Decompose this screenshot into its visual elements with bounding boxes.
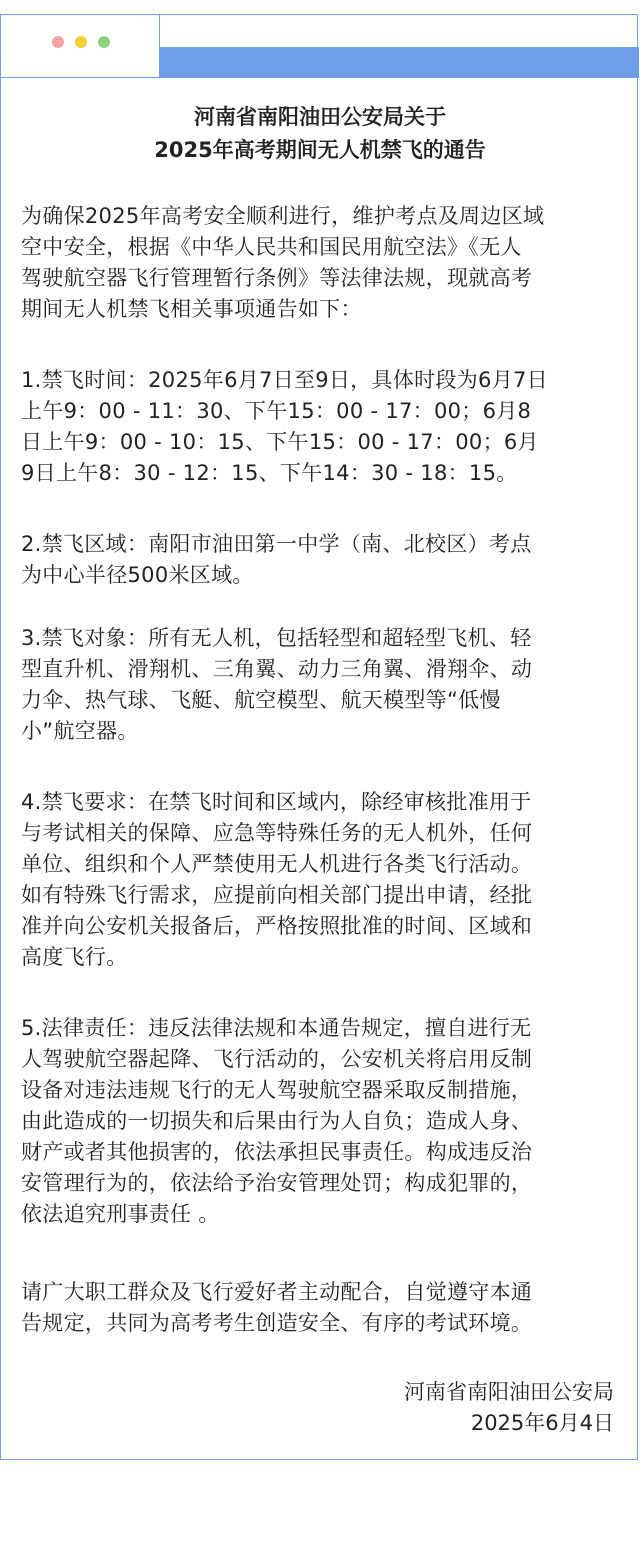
item-ban-area: 2.禁飞区域：南阳市油田第一中学（南、北校区）考点 为中心半径500米区域。 (21, 532, 532, 587)
notice-date: 2025年6月4日 (470, 1411, 614, 1435)
header-bar (160, 47, 639, 78)
item-ban-objects: 3.禁飞对象：所有无人机，包括轻型和超轻型飞机、轻 型直升机、滑翔机、三角翼、动力三角翼、滑翔伞、动 力伞、热气球、飞艇、航空模型、航天模型等“低慢 小”航空器。 (21, 626, 533, 743)
notice-title (0, 101, 640, 167)
yellow-dot-icon (75, 36, 87, 48)
item-legal-liability: 5.法律责任：违反法律法规和本通告规定，擅自进行无 人驾驶航空器起降、飞行活动的，公安机关将启用反制 设备对违法违规飞行的无人驾驶航空器采取反制措施， 由此造成的一切损失和后果由行为人自负；造成人身、 财产或者其他损害的，依法承担民事责任。构成违反治 安管理行为的，依法给予治安管理处罚；构成犯罪的， 依法追究刑事责任 。 (21, 1016, 533, 1226)
tab-divider (0, 77, 160, 78)
red-dot-icon (52, 36, 64, 48)
notice-title-line2: 2025年高考期间无人机禁飞的通告 (154, 138, 486, 162)
signature: 河南省南阳油田公安局 (404, 1380, 614, 1404)
notice-title-line1: 河南省南阳油田公安局关于 (194, 105, 446, 129)
closing-paragraph: 请广大职工群众及飞行爱好者主动配合，自觉遵守本通 告规定，共同为高考考生创造安全、有序的考试环境。 (21, 1280, 533, 1335)
item-ban-requirements: 4.禁飞要求：在禁飞时间和区域内，除经审核批准用于 与考试相关的保障、应急等特殊任务的无人机外，任何 单位、组织和个人严禁使用无人机进行各类飞行活动。 如有特殊飞行需求，应提前向相关部门提出申请，经批 准并向公安机关报备后，严格按照批准的时间、区域和 高度飞行。 (21, 790, 533, 969)
item-ban-time: 1.禁飞时间：2025年6月7日至9日，具体时段为6月7日 上午9：00 - 11：30、下午15：00 - 17：00；6月8 日上午9：00 - 10：15、下午15：00 - 17：00；6月 9日上午8：30 - 12：15、下午14：30 - 18：15。 (21, 368, 548, 485)
intro-paragraph: 为确保2025年高考安全顺利进行，维护考点及周边区域 空中安全，根据《中华人民共和国民用航空法》《无人 驾驶航空器飞行管理暂行条例》等法律法规，现就高考 期间无人机禁飞相关事项通告如下： (21, 204, 545, 321)
green-dot-icon (98, 36, 110, 48)
